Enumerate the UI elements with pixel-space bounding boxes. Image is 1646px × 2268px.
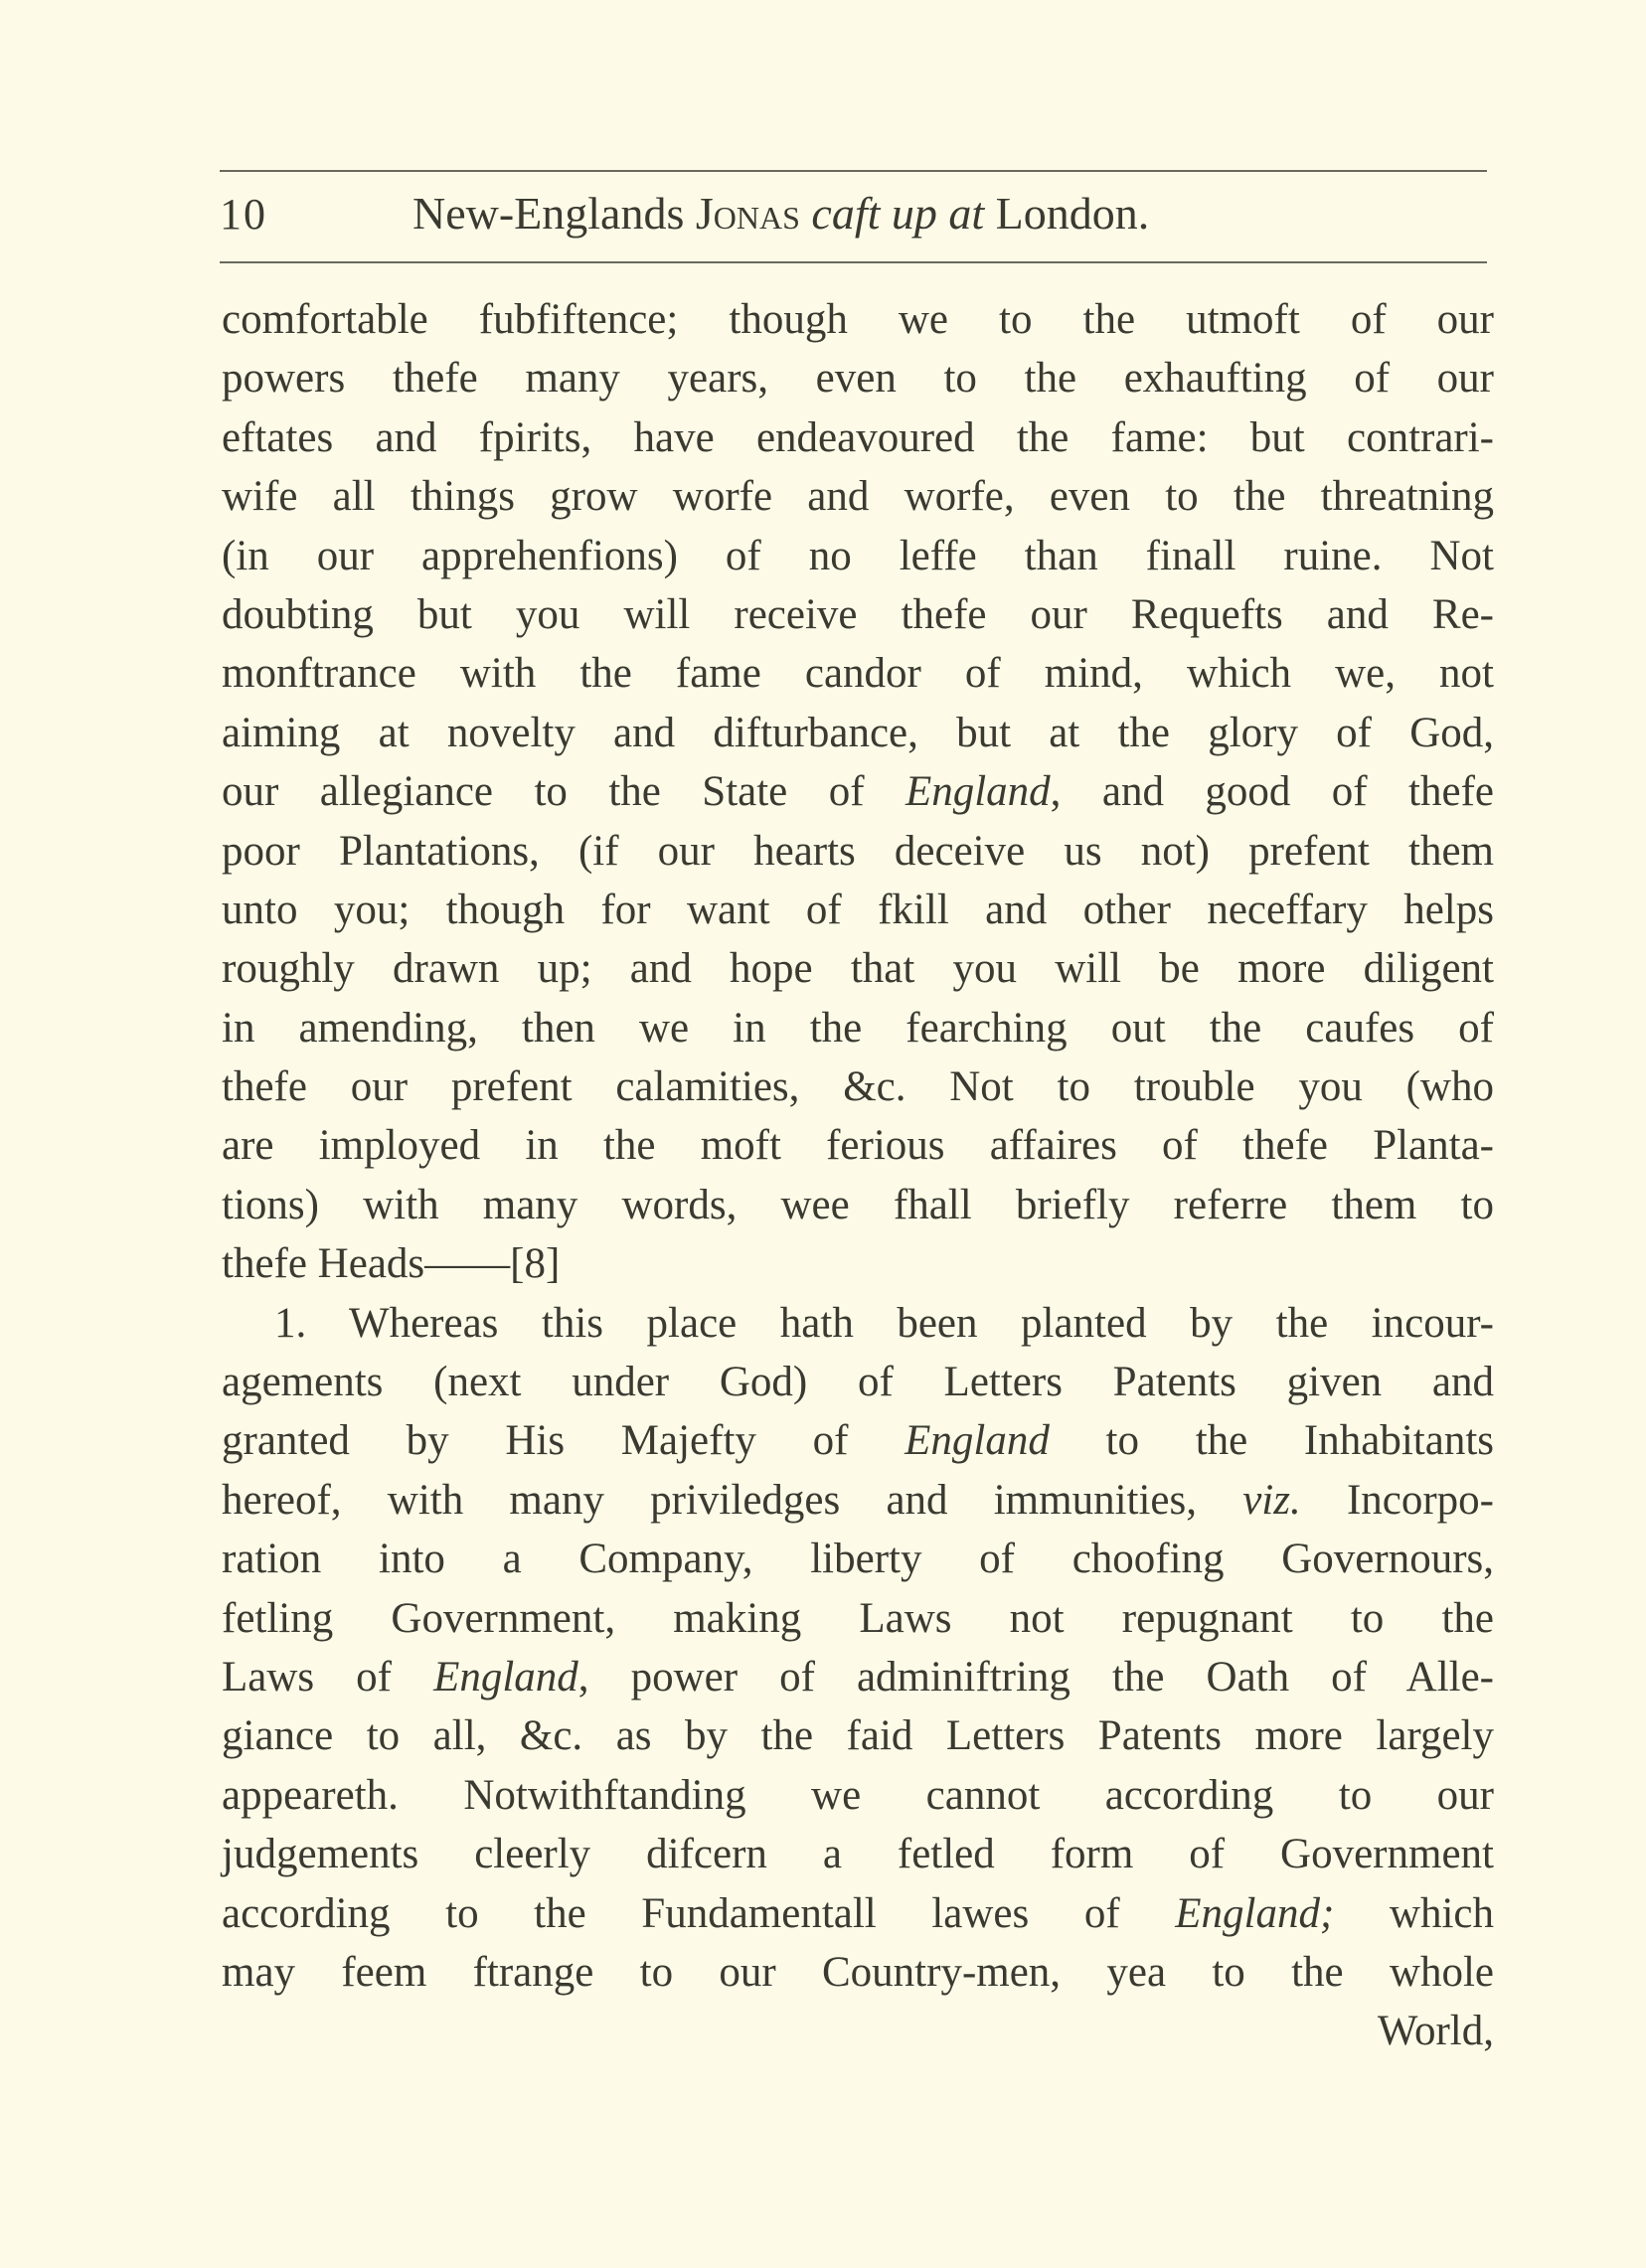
text-segment: in amending, then we in the fearching out the caufes of <box>222 1004 1494 1052</box>
running-head-part: London. <box>984 188 1150 239</box>
text-line <box>222 1766 1494 1825</box>
text-line <box>222 1234 1494 1293</box>
text-line <box>222 1116 1494 1175</box>
text-segment: 1. Whereas this place hath been planted by the incour- <box>274 1299 1494 1347</box>
text-segment: World, <box>1377 2008 1494 2055</box>
text-line <box>222 999 1494 1057</box>
text-line <box>222 290 1494 349</box>
text-line <box>222 467 1494 526</box>
text-segment: poor Plantations, (if our hearts deceive us not) prefent them <box>222 827 1494 875</box>
text-segment: our allegiance to the State of <box>222 768 905 816</box>
text-line <box>222 1294 1494 1353</box>
text-segment: granted by His Majefty of <box>222 1417 905 1465</box>
text-line <box>222 644 1494 703</box>
running-head <box>412 187 1149 240</box>
text-line <box>222 1943 1494 2002</box>
text-segment: Incorpo- <box>1300 1476 1494 1524</box>
text-segment: powers thefe many years, even to the exhaufting of our <box>222 355 1494 403</box>
italic-text: England <box>433 1653 578 1701</box>
text-segment: Laws of <box>222 1653 434 1701</box>
text-segment: eftates and fpirits, have endeavoured the fame: but contrari- <box>222 413 1494 461</box>
text-line <box>222 1471 1494 1530</box>
text-segment: monftrance with the fame candor of mind, which we, not <box>222 650 1494 698</box>
text-line <box>222 704 1494 762</box>
text-line <box>222 408 1494 467</box>
text-line <box>222 1353 1494 1411</box>
text-line <box>222 762 1494 821</box>
text-segment: aiming at novelty and difturbance, but at the glory of God, <box>222 709 1494 756</box>
text-segment: which <box>1334 1889 1494 1937</box>
running-head-part: New-Englands <box>412 188 696 239</box>
text-segment: ration into a Company, liberty of choofing Governours, <box>222 1536 1494 1583</box>
text-segment: (in our apprehenfions) of no leffe than finall ruine. Not <box>222 532 1494 579</box>
text-segment: roughly drawn up; and hope that you will be more diligent <box>222 945 1494 993</box>
text-segment: , and good of thefe <box>1050 768 1494 816</box>
text-segment: fetling Government, making Laws not repugnant to the <box>222 1594 1494 1642</box>
text-segment: wife all things grow worfe and worfe, even to the threatning <box>222 473 1494 521</box>
text-segment: may feem ftrange to our Country-men, yea to the whole <box>222 1948 1494 1996</box>
running-head-part: Jonas <box>695 188 800 239</box>
text-segment: doubting but you will receive thefe our Requefts and Re- <box>222 590 1494 638</box>
running-head-part: caft up at <box>799 188 985 239</box>
text-segment: , power of adminiftring the Oath of Alle- <box>577 1653 1494 1701</box>
text-segment: unto you; though for want of fkill and other neceffary helps <box>222 886 1494 933</box>
text-line <box>222 1530 1494 1588</box>
text-line <box>222 1411 1494 1470</box>
text-line <box>222 349 1494 407</box>
text-segment: agements (next under God) of Letters Patents given and <box>222 1359 1494 1406</box>
text-line <box>222 822 1494 881</box>
text-line <box>222 1706 1494 1765</box>
text-line <box>222 1057 1494 1116</box>
text-segment: hereof, with many priviledges and immunities, <box>222 1476 1243 1524</box>
text-segment: according to the Fundamentall lawes of <box>222 1889 1176 1937</box>
italic-text: England <box>905 768 1051 816</box>
text-line <box>222 1589 1494 1648</box>
text-line <box>222 881 1494 939</box>
text-segment: comfortable fubfiftence; though we to the utmoft of our <box>222 296 1494 343</box>
body-text <box>222 290 1494 2061</box>
text-segment: giance to all, &c. as by the faid Letters Patents more largely <box>222 1712 1494 1760</box>
italic-text: England; <box>1175 1889 1335 1937</box>
text-line <box>222 939 1494 998</box>
text-line <box>222 1884 1494 1943</box>
text-line <box>222 1825 1494 1883</box>
italic-text: viz. <box>1242 1476 1301 1524</box>
page-number: 10 <box>220 190 267 239</box>
text-segment: are imployed in the moft ferious affaires of thefe Planta- <box>222 1122 1494 1170</box>
text-segment: judgements cleerly difcern a fetled form of Government <box>222 1831 1494 1878</box>
italic-text: England <box>905 1417 1050 1465</box>
text-line <box>222 585 1494 644</box>
text-segment: thefe our prefent calamities, &c. Not to trouble you (who <box>222 1063 1494 1111</box>
text-segment: to the Inhabitants <box>1049 1417 1494 1465</box>
text-line <box>222 1648 1494 1706</box>
text-line <box>222 527 1494 585</box>
text-segment: tions) with many words, wee fhall briefly referre them to <box>222 1181 1494 1228</box>
text-segment: appeareth. Notwithftanding we cannot according to our <box>222 1771 1494 1819</box>
text-line <box>222 1176 1494 1234</box>
text-segment: thefe Heads——[8] <box>222 1240 561 1288</box>
text-line <box>222 2002 1494 2060</box>
header-rule-bottom <box>220 261 1487 263</box>
header-rule-top <box>220 170 1487 172</box>
